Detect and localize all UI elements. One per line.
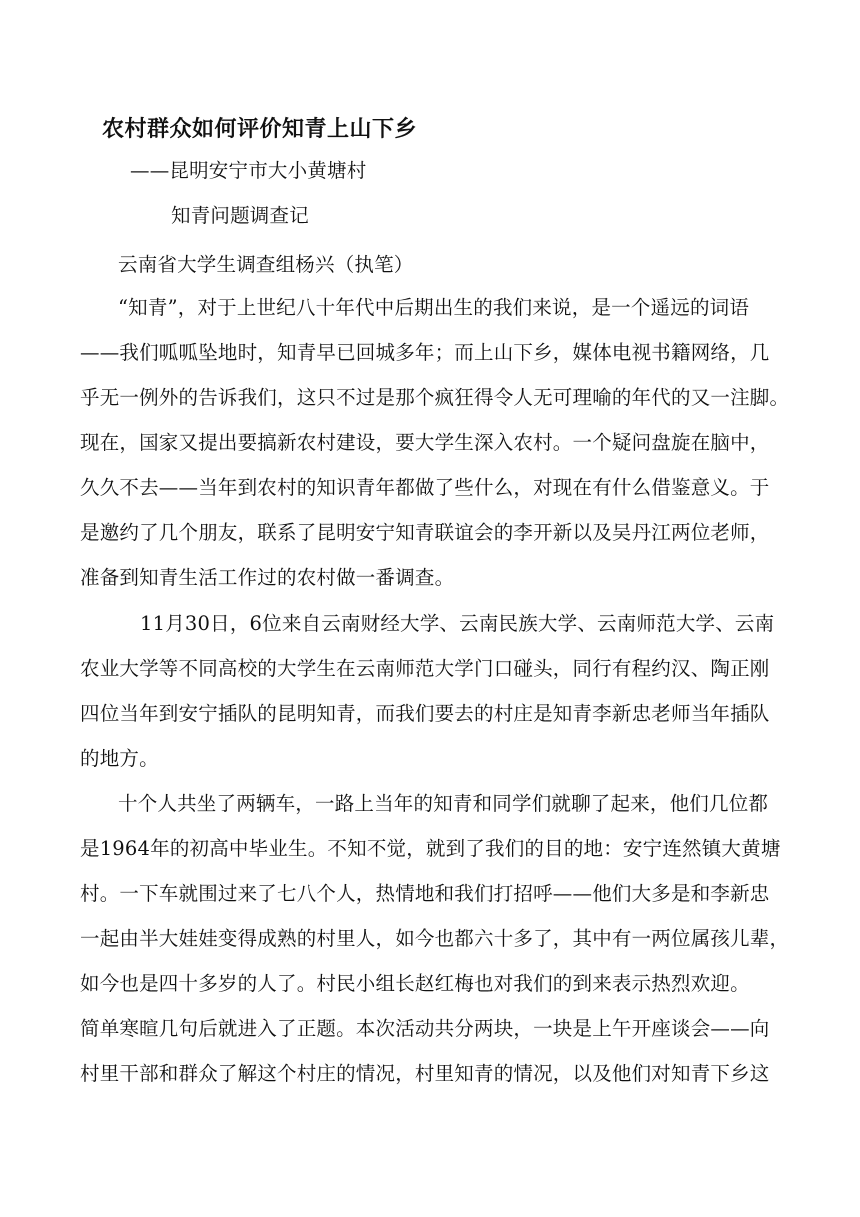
paragraph-line: 是邀约了几个朋友，联系了昆明安宁知青联谊会的李开新以及吴丹江两位老师， — [80, 521, 770, 544]
paragraph-line: “知青”，对于上世纪八十年代中后期出生的我们来说，是一个遥远的词语 — [118, 296, 750, 319]
subtitle-line-1: ——昆明安宁市大小黄塘村 — [130, 159, 367, 182]
author-line: 云南省大学生调查组杨兴（执笔） — [118, 253, 414, 276]
subtitle-line-2: 知青问题调查记 — [171, 204, 309, 227]
paragraph-line: 久久不去——当年到农村的知识青年都做了些什么，对现在有什么借鉴意义。于 — [80, 476, 770, 499]
paragraph-line: 十个人共坐了两辆车，一路上当年的知青和同学们就聊了起来，他们几位都 — [118, 792, 769, 815]
paragraph-line: 准备到知青生活工作过的农村做一番调查。 — [80, 566, 455, 589]
paragraph-line: 简单寒暄几句后就进入了正题。本次活动共分两块，一块是上午开座谈会——向 — [80, 1017, 770, 1040]
paragraph-line: 村里干部和群众了解这个村庄的情况，村里知青的情况，以及他们对知青下乡这 — [80, 1062, 770, 1085]
paragraph-line: 村。一下车就围过来了七八个人，热情地和我们打招呼——他们大多是和李新忠 — [80, 882, 770, 905]
paragraph-line: 一起由半大娃娃变得成熟的村里人，如今也都六十多了，其中有一两位属孩儿辈， — [80, 927, 790, 950]
document-title: 农村群众如何评价知青上山下乡 — [102, 116, 418, 142]
paragraph-line: 是1964年的初高中毕业生。不知不觉，就到了我们的目的地：安宁连然镇大黄塘 — [80, 837, 781, 860]
paragraph-line: 11月30日，6位来自云南财经大学、云南民族大学、云南师范大学、云南 — [140, 612, 775, 635]
paragraph-line: 如今也是四十多岁的人了。村民小组长赵红梅也对我们的到来表示热烈欢迎。 — [80, 972, 750, 995]
paragraph-line: 乎无一例外的告诉我们，这只不过是那个疯狂得令人无可理喻的年代的又一注脚。 — [80, 386, 790, 409]
paragraph-line: 四位当年到安宁插队的昆明知青，而我们要去的村庄是知青李新忠老师当年插队 — [80, 702, 770, 725]
paragraph-line: 现在，国家又提出要搞新农村建设，要大学生深入农村。一个疑问盘旋在脑中， — [80, 431, 770, 454]
paragraph-line: 的地方。 — [80, 747, 159, 770]
paragraph-line: 农业大学等不同高校的大学生在云南师范大学门口碰头，同行有程约汉、陶正刚 — [80, 657, 770, 680]
paragraph-line: ——我们呱呱坠地时，知青早已回城多年；而上山下乡，媒体电视书籍网络，几 — [80, 341, 770, 364]
